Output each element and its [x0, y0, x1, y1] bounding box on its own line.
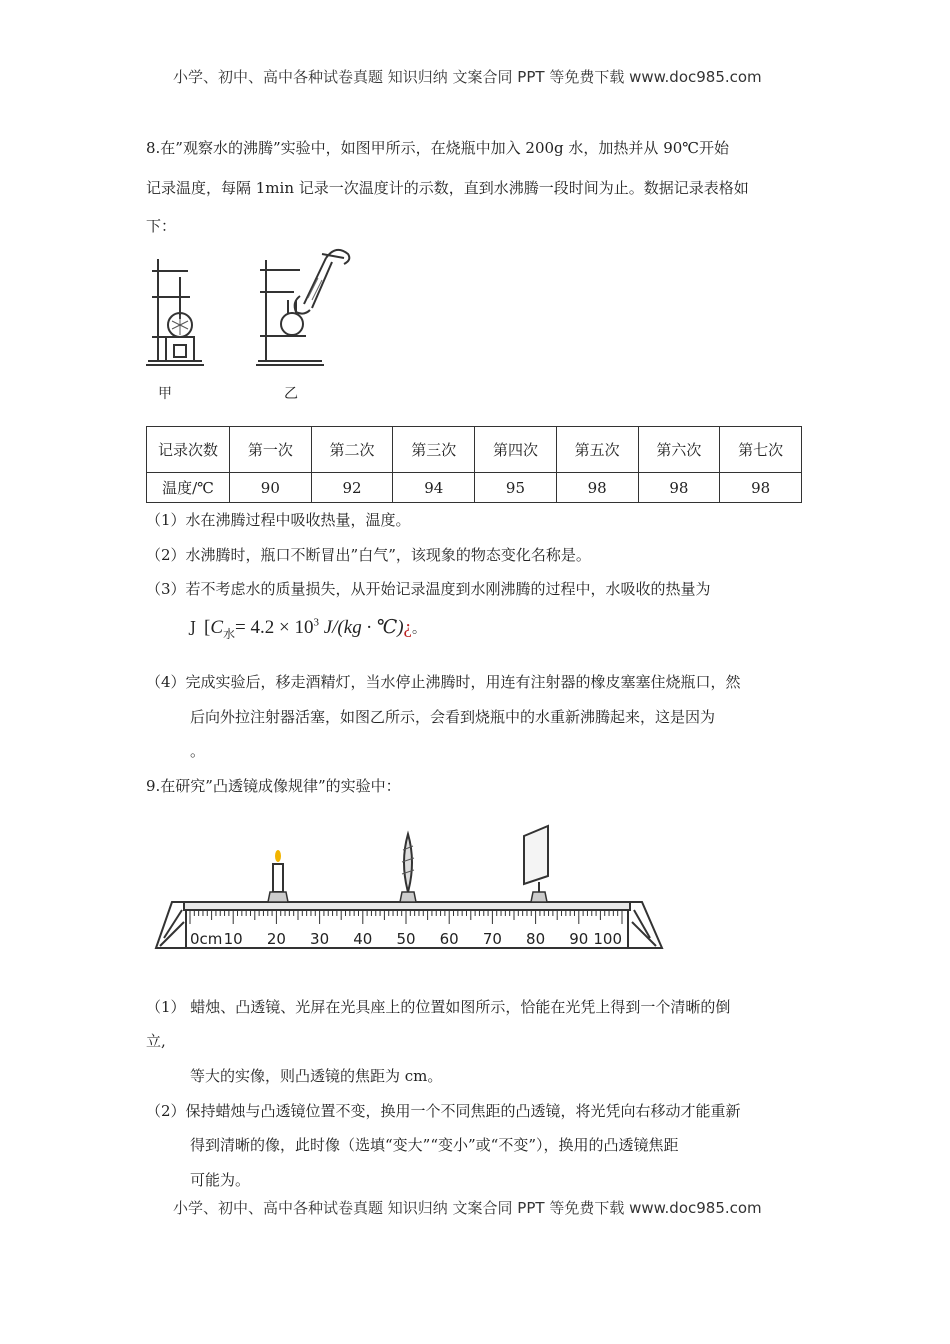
q9-sub2-line2: 得到清晰的像，此时像（选填“变大”“变小”或“不变”），换用的凸透镜焦距 — [190, 1136, 679, 1154]
table-column-header: 第三次 — [393, 427, 475, 473]
table-column-header: 第六次 — [638, 427, 720, 473]
apparatus-a-figure — [140, 255, 210, 370]
ruler-label: 0cm — [190, 930, 223, 948]
table-cell: 98 — [720, 473, 802, 503]
table-header-row — [147, 427, 802, 473]
page-header: 小学、初中、高中各种试卷真题 知识归纳 文案合同 PPT 等免费下载 www.doc985.com — [173, 68, 762, 86]
fig-label-a: 甲 — [158, 386, 172, 402]
formula-eq: = 4.2 × 10 — [235, 617, 314, 638]
ruler-label: 60 — [439, 930, 459, 948]
q9-intro: 9.在研究”凸透镜成像规律”的实验中： — [146, 777, 401, 795]
q9-sub1-line3: 等大的实像，则凸透镜的焦距为 cm。 — [190, 1067, 443, 1085]
q9-sub2-line1: （2）保持蜡烛与凸透镜位置不变，换用一个不同焦距的凸透镜，将光凭向右移动才能重新 — [146, 1102, 741, 1120]
q8-sub4-line2: 后向外拉注射器活塞，如图乙所示，会看到烧瓶中的水重新沸腾起来，这是因为 — [190, 708, 716, 726]
table-header-label: 记录次数 — [147, 427, 230, 473]
candle — [268, 850, 288, 902]
ruler-label: 20 — [266, 930, 286, 948]
formula-subscript: 水 — [223, 626, 236, 641]
q9-sub2-line3: 可能为。 — [190, 1171, 251, 1189]
table-column-header: 第二次 — [311, 427, 393, 473]
light-screen — [524, 826, 548, 902]
table-column-header: 第一次 — [230, 427, 312, 473]
table-cell: 94 — [393, 473, 475, 503]
table-data-row — [147, 473, 802, 503]
table-column-header: 第五次 — [556, 427, 638, 473]
table-cell: 95 — [475, 473, 557, 503]
q9-sub1-line1: （1） 蜡烛、凸透镜、光屏在光具座上的位置如图所示，恰能在光凭上得到一个清晰的倒 — [146, 998, 731, 1016]
formula-exponent: 3 — [313, 616, 319, 629]
q8-sub3: （3）若不考虑水的质量损失，从开始记录温度到水刚沸腾的过程中，水吸收的热量为 — [146, 580, 711, 598]
q8-sub4-line1: （4）完成实验后，移走酒精灯，当水停止沸腾时，用连有注射器的橡皮塞塞住烧瓶口，然 — [146, 673, 741, 691]
q8-intro-line3: 下： — [146, 217, 177, 235]
ruler-label: 80 — [526, 930, 546, 948]
q9-sub1-line2: 立, — [146, 1032, 166, 1050]
ruler-label: 100 — [593, 930, 622, 948]
q8-sub4-line3: 。 — [190, 742, 206, 760]
formula-unit: J/(kg · ℃) — [318, 617, 404, 638]
table-cell: 92 — [311, 473, 393, 503]
ruler-label: 50 — [396, 930, 416, 948]
q8-intro-line1: 8.在”观察水的沸腾”实验中，如图甲所示，在烧瓶中加入 200g 水，加热并从 90℃开始 — [146, 139, 730, 157]
q8-sub2: （2）水沸腾时，瓶口不断冒出”白气”，该现象的物态变化名称是。 — [146, 546, 591, 564]
table-row-label: 温度/℃ — [147, 473, 230, 503]
ruler-label: 90 — [569, 930, 589, 948]
table-cell: 98 — [556, 473, 638, 503]
q8-intro-line2: 记录温度，每隔 1min 记录一次温度计的示数，直到水沸腾一段时间为止。数据记录表格如 — [146, 179, 749, 197]
temperature-table — [146, 426, 802, 503]
ruler-label: 70 — [482, 930, 502, 948]
convex-lens — [400, 834, 416, 902]
optical-bench-figure — [150, 822, 670, 956]
table-cell: 90 — [230, 473, 312, 503]
apparatus-b-figure — [252, 244, 352, 370]
ruler-label: 10 — [223, 930, 243, 948]
formula-end: 。 — [411, 622, 426, 637]
table-column-header: 第四次 — [475, 427, 557, 473]
table-cell: 98 — [638, 473, 720, 503]
formula-c: C — [210, 617, 224, 638]
q8-sub3-unit: J — [190, 618, 197, 636]
ruler-label: 40 — [353, 930, 373, 948]
specific-heat-formula — [204, 616, 426, 642]
table-column-header: 第七次 — [720, 427, 802, 473]
formula-tail: ¿ — [403, 617, 412, 638]
ruler-label: 30 — [310, 930, 330, 948]
q8-sub1: （1）水在沸腾过程中吸收热量，温度。 — [146, 511, 411, 529]
fig-label-b: 乙 — [284, 386, 298, 402]
page-footer: 小学、初中、高中各种试卷真题 知识归纳 文案合同 PPT 等免费下载 www.doc985.com — [173, 1199, 762, 1217]
formula-bracket: [ — [204, 617, 211, 638]
